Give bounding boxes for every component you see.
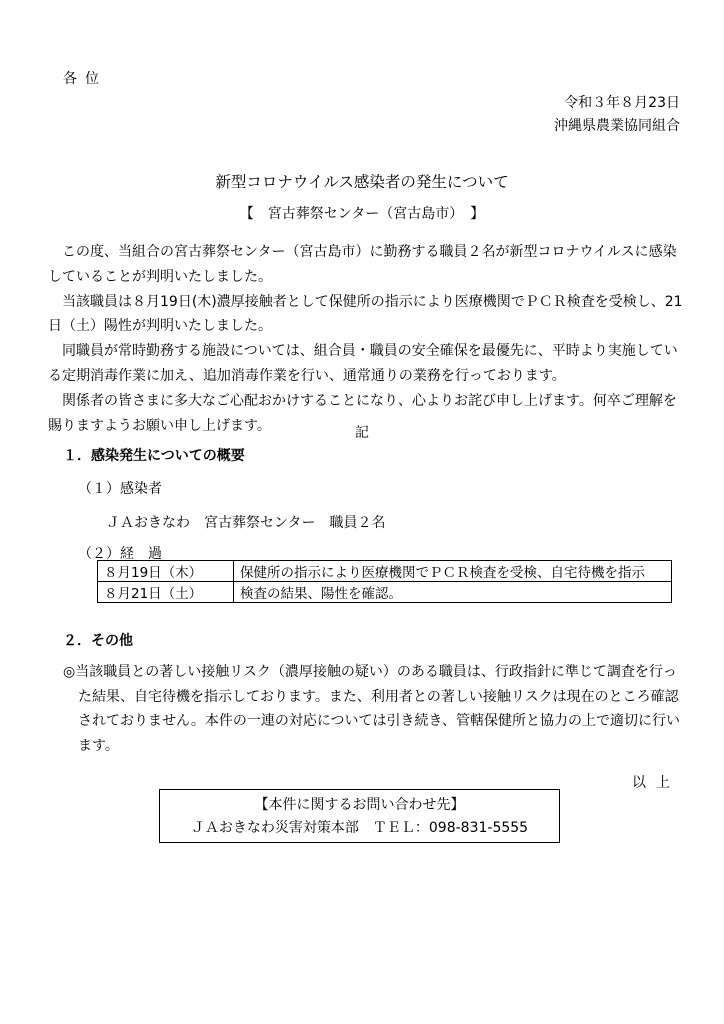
- table-row: [98, 582, 672, 603]
- document-title: 新型コロナウイルス感染者の発生について: [215, 173, 509, 191]
- body-paragraph: 当該職員は８月19日(木)濃厚接触者として保健所の指示により医療機関でＰＣＲ検査を受検し、21日（土）陽性が判明いたしました。: [48, 293, 683, 335]
- section2-note: [63, 660, 683, 758]
- timeline-table: [97, 560, 672, 603]
- body-paragraph: この度、当組合の宮古葬祭センター（宮古島市）に勤務する職員２名が新型コロナウイルスに感染していることが判明いたしました。: [48, 244, 677, 285]
- timeline-label: （２）経 過: [78, 546, 162, 562]
- timeline-date: ８月19日（木）: [98, 561, 234, 582]
- addressee: 各位: [63, 71, 107, 87]
- infected-label: （１）感染者: [78, 481, 162, 497]
- contact-label: 【本件に関するお問い合わせ先】: [254, 797, 465, 813]
- section1-heading: １．感染発生についての概要: [63, 448, 245, 464]
- body-paragraph: 関係者の皆さまに多大なご心配おかけすることになり、心よりお詫び申し上げます。何卒ご理解を賜りますようお願い申し上げます。: [48, 392, 677, 434]
- table-row: [98, 561, 672, 582]
- timeline-date: ８月21日（土）: [98, 582, 234, 603]
- section2-heading: ２．その他: [63, 633, 133, 649]
- body-text: [48, 240, 688, 438]
- ki-marker: 記: [355, 425, 369, 441]
- note-paragraph: ◎当該職員との著しい接触リスク（濃厚接触の疑い）のある職員は、行政指針に準じて調査を行った結果、自宅待機を指示しております。また、利用者との著しい接触リスクは現在のところ確認されておりません。本件の一連の対応については引き続き、管轄保健所と協力の上で適切に行います。: [63, 664, 680, 754]
- closing-mark: 以上: [632, 775, 680, 791]
- contact-box: [159, 789, 560, 843]
- contact-detail: ＪＡおきなわ災害対策本部 ＴＥＬ：098-831-5555: [190, 820, 529, 836]
- timeline-event: 保健所の指示により医療機関でＰＣＲ検査を受検、自宅待機を指示: [234, 561, 672, 582]
- body-paragraph: 同職員が常時勤務する施設については、組合員・職員の安全確保を最優先に、平時より実施している定期消毒作業に加え、追加消毒作業を行い、通常通りの業務を行っております。: [48, 343, 678, 384]
- infected-detail: ＪＡおきなわ 宮古葬祭センター 職員２名: [106, 515, 386, 531]
- document-subtitle: 【 宮古葬祭センター（宮古島市） 】: [239, 206, 485, 222]
- document-date: 令和３年８月23日: [564, 95, 680, 111]
- timeline-event: 検査の結果、陽性を確認。: [234, 582, 672, 603]
- organization-name: 沖縄県農業協同組合: [554, 118, 680, 134]
